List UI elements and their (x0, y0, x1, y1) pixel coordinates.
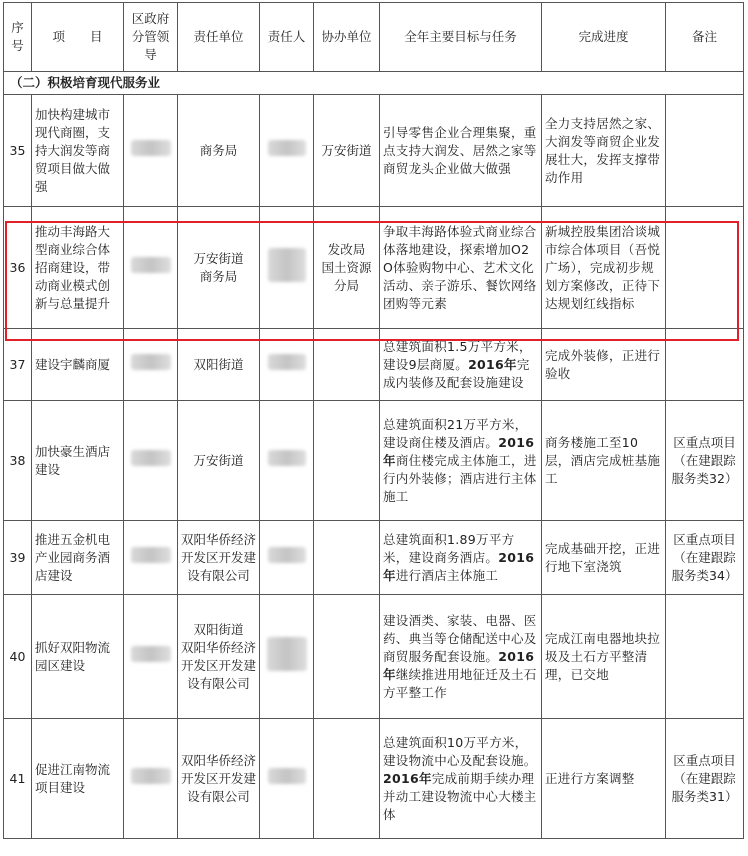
header-row (4, 3, 744, 72)
row-goal: 总建筑面积1.89万平方米，建设商务酒店。2016年进行酒店主体施工 (380, 521, 542, 595)
row-note: 区重点项目（在建跟踪服务类31） (666, 719, 744, 839)
redacted-leader (131, 450, 171, 466)
row-progress: 完成外装修，正进行验收 (542, 329, 666, 401)
redacted-person (268, 354, 306, 370)
row-unit: 商务局 (178, 95, 260, 207)
redacted-leader (131, 257, 171, 273)
row-note (666, 595, 744, 719)
row-progress: 完成基础开挖，正进行地下室浇筑 (542, 521, 666, 595)
header-no: 序号 (4, 3, 32, 72)
row-leader (124, 207, 178, 329)
redacted-person (268, 248, 306, 282)
row-leader (124, 719, 178, 839)
header-leader: 区政府分管领导 (124, 3, 178, 72)
redacted-leader (131, 140, 171, 156)
header-person: 责任人 (260, 3, 314, 72)
row-assist (314, 329, 380, 401)
row-note: 区重点项目（在建跟踪服务类32） (666, 401, 744, 521)
row-unit: 双阳华侨经济开发区开发建设有限公司 (178, 719, 260, 839)
header-progress: 完成进度 (542, 3, 666, 72)
row-assist: 万安街道 (314, 95, 380, 207)
redacted-leader (131, 354, 171, 370)
header-goal: 全年主要目标与任务 (380, 3, 542, 72)
row-no: 39 (4, 521, 32, 595)
redacted-leader (131, 547, 171, 563)
redacted-person (267, 637, 307, 671)
row-person (260, 401, 314, 521)
redacted-person (268, 547, 306, 563)
row-assist (314, 595, 380, 719)
row-project: 促进江南物流项目建设 (32, 719, 124, 839)
table-row (4, 207, 744, 329)
row-person (260, 719, 314, 839)
row-unit: 万安街道 商务局 (178, 207, 260, 329)
row-progress: 商务楼施工至10层，酒店完成桩基施工 (542, 401, 666, 521)
header-assist: 协办单位 (314, 3, 380, 72)
row-progress: 完成江南电器地块拉圾及土石方平整清理，已交地 (542, 595, 666, 719)
table-row (4, 329, 744, 401)
table-row (4, 719, 744, 839)
row-person (260, 329, 314, 401)
row-no: 40 (4, 595, 32, 719)
row-no: 36 (4, 207, 32, 329)
row-unit: 双阳街道 (178, 329, 260, 401)
redacted-person (268, 140, 306, 156)
row-no: 37 (4, 329, 32, 401)
row-leader (124, 401, 178, 521)
header-note: 备注 (666, 3, 744, 72)
row-project: 推进五金机电产业园商务酒店建设 (32, 521, 124, 595)
row-note (666, 207, 744, 329)
redacted-person (268, 450, 306, 466)
row-person (260, 595, 314, 719)
table-row (4, 95, 744, 207)
row-leader (124, 329, 178, 401)
row-goal: 建设酒类、家装、电器、医药、典当等仓储配送中心及商贸服务配套设施。2016年继续推进用地征迁及土石方平整工作 (380, 595, 542, 719)
redacted-leader (131, 768, 171, 784)
row-project: 加快豪生酒店建设 (32, 401, 124, 521)
row-unit: 双阳街道 双阳华侨经济开发区开发建设有限公司 (178, 595, 260, 719)
row-progress: 正进行方案调整 (542, 719, 666, 839)
row-project: 建设宇麟商厦 (32, 329, 124, 401)
task-table (3, 2, 744, 839)
header-unit: 责任单位 (178, 3, 260, 72)
row-leader (124, 595, 178, 719)
table-row (4, 521, 744, 595)
row-note (666, 329, 744, 401)
row-project: 加快构建城市现代商圈，支持大润发等商贸项目做大做强 (32, 95, 124, 207)
row-project: 抓好双阳物流园区建设 (32, 595, 124, 719)
row-assist (314, 401, 380, 521)
row-goal: 总建筑面积10万平方米，建设物流中心及配套设施。2016年完成前期手续办理并动工建设物流中心大楼主体 (380, 719, 542, 839)
row-goal: 争取丰海路体验式商业综合体落地建设，探索增加O2O体验购物中心、艺术文化活动、亲子游乐、餐饮网络团购等元素 (380, 207, 542, 329)
row-note (666, 95, 744, 207)
row-progress: 新城控股集团洽谈城市综合体项目（吾悦广场），完成初步规划方案修改，正待下达规划红线指标 (542, 207, 666, 329)
section-row (4, 72, 744, 95)
row-no: 35 (4, 95, 32, 207)
row-person (260, 95, 314, 207)
row-person (260, 207, 314, 329)
row-project: 推动丰海路大型商业综合体招商建设，带动商业模式创新与总量提升 (32, 207, 124, 329)
row-assist (314, 719, 380, 839)
row-goal: 引导零售企业合理集聚，重点支持大润发、居然之家等商贸龙头企业做大做强 (380, 95, 542, 207)
row-assist: 发改局 国土资源分局 (314, 207, 380, 329)
row-progress: 全力支持居然之家、大润发等商贸企业发展壮大，发挥支撑带动作用 (542, 95, 666, 207)
row-no: 38 (4, 401, 32, 521)
table-row (4, 401, 744, 521)
redacted-leader (131, 646, 171, 662)
row-note: 区重点项目（在建跟踪服务类34） (666, 521, 744, 595)
row-no: 41 (4, 719, 32, 839)
row-unit: 双阳华侨经济开发区开发建设有限公司 (178, 521, 260, 595)
row-person (260, 521, 314, 595)
table-row (4, 595, 744, 719)
row-unit: 万安街道 (178, 401, 260, 521)
row-leader (124, 95, 178, 207)
redacted-person (268, 768, 306, 784)
row-assist (314, 521, 380, 595)
header-project: 项 目 (32, 3, 124, 72)
row-leader (124, 521, 178, 595)
row-goal: 总建筑面积21万平方米，建设商住楼及酒店。2016年商住楼完成主体施工，进行内外装修；酒店进行主体施工 (380, 401, 542, 521)
section-title: （二）积极培育现代服务业 (4, 72, 744, 95)
row-goal: 总建筑面积1.5万平方米，建设9层商厦。2016年完成内装修及配套设施建设 (380, 329, 542, 401)
